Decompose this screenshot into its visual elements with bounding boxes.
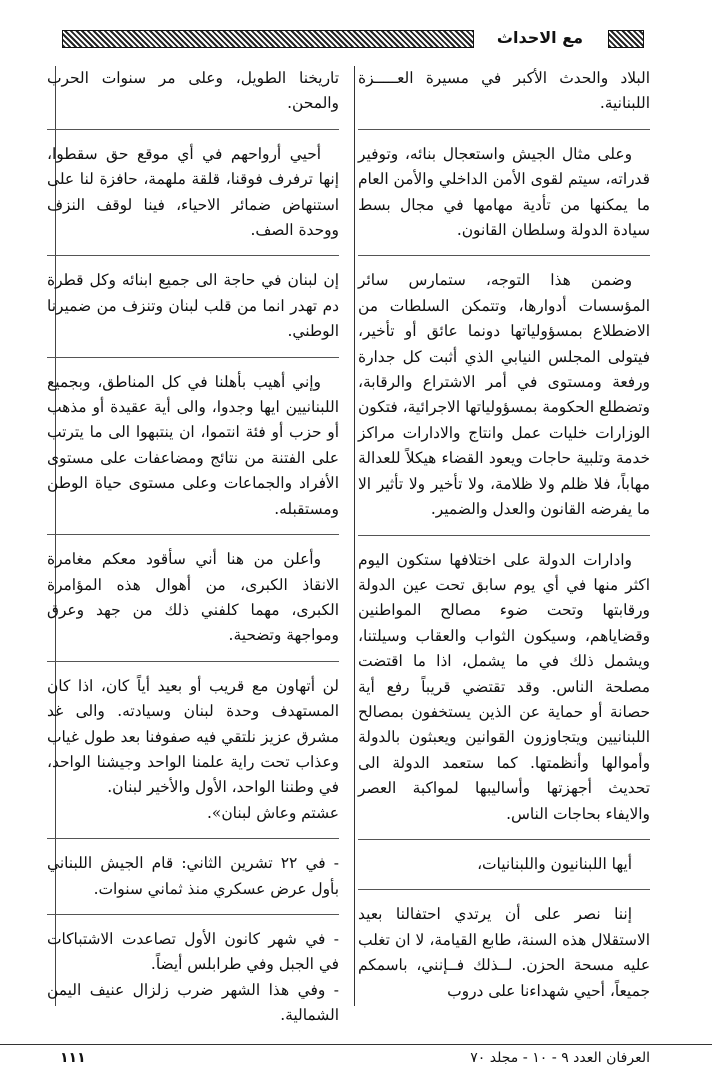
page-number: ١١١ [60,1050,86,1066]
news-item: - وفي هذا الشهر ضرب زلزال عنيف اليمن الشمالية. [47,980,339,1025]
header-pattern-right [608,30,644,48]
header-pattern-left [62,30,474,48]
paragraph: أيها اللبنانيون واللبنانيات، [477,854,632,873]
paragraph: إننا نصر على أن يرتدي احتفالنا بعيد الاستقلال هذه السنة، طابع القيامة، لا ان تغلب عليه مسحة الحزن. لــذلك فــإنني، باسمكم جميعاً، أحيي شهداءنا على دروب [358,905,650,1000]
paragraph-divider [47,661,339,662]
paragraph: تاريخنا الطويل، وعلى مر سنوات الحرب والمحن. [47,69,339,113]
paragraph: وعلى مثال الجيش واستعجال بنائه، وتوفير قدراته، سيتم لقوى الأمن الداخلي والأمن العام ما يمكنها من تأدية مهامها في مجال بسط سيادة الدولة وسلطان القانون. [358,144,650,240]
paragraph: البلاد والحدث الأكبر في مسيرة العـــــزة اللبنانية. [358,69,650,113]
paragraph-divider [47,914,339,915]
paragraph: وادارات الدولة على اختلافها ستكون اليوم اكثر منها في أي يوم سابق تحت عين الدولة ورقابتها وتحت ضوء مصالح المواطنين وقضاياهم، وسيكون الثواب والعقاب وسيلتنا، ويشمل ذلك في ما يشمل، اذا ما اقتضت مصلحة الناس. وقد تقتضي قريباً رفع أية حصانة أو حماية عن الذين يستخفون بمصالح اللبنانيين ويتجاوزون القوانين ويعبثون بالدولة وأموالها وأنظمتها. كما ستعمد الدولة الى تحديث أجهزتها وأساليبها لمواكبة العصر والايفاء بحاجات الناس. [358,550,650,823]
paragraph: وأعلن من هنا أني سأقود معكم مغامرة الانقاذ الكبرى، من أهوال هذه المؤامرة الكبرى، مهما كلفني ذلك من جهد وعرق ومواجهة وتضحية. [47,550,339,645]
paragraph-divider [47,838,339,839]
paragraph: وضمن هذا التوجه، ستمارس سائر المؤسسات أدوارها، وتتمكن السلطات من الاضطلاع بمسؤولياتها دونما عائق أو تأخير، فيتولى المجلس النيابي الذي أثبت كل جدارة ورفعة ومستوى في أمر الاشتراع والرقابة، وتضطلع الحكومة بمسؤولياتها الاجرائية، فتكون الوزارات خليات عمل وانتاج والادارات مراكز خدمة وتلبية حاجات ويعود القضاء هيكلاً للعدالة مهاباً، فلا ظلم ولا ظلامة، ولا تأخير ولا تأثير الا ما يفرضه القانون والعدل والضمير. [357,271,650,519]
column-divider [354,66,355,1006]
right-column [358,66,650,1004]
journal-citation: العرفان العدد ٩ - ١٠ - مجلد ٧٠ [470,1050,650,1066]
paragraph-divider [358,889,650,890]
paragraph-divider [47,534,339,535]
news-item: - في ٢٢ تشرين الثاني: قام الجيش اللبناني بأول عرض عسكري منذ ثماني سنوات. [47,854,340,898]
paragraph: لن أتهاون مع قريب أو بعيد أياً كان، اذا كان المستهدف وحدة لبنان وسيادته. والى غد مشرق عزيز نلتقي فيه صفوفنا بعد طول غياب وعذاب تحت راية علمنا الواحد وجيشنا الواحد، في وطننا الواحد، الأول والأخير لبنان. [47,676,339,797]
paragraph: إن لبنان في حاجة الى جميع ابنائه وكل قطرة دم تهدر انما من قلب لبنان وتنزف من ضميرنا الوطني. [47,271,339,341]
paragraph-divider [47,357,339,358]
footer-rule [0,1044,712,1045]
paragraph-divider [358,535,650,536]
paragraph: أحيي أرواحهم في أي موقع حق سقطوا، إنها ترفرف فوقنا، قلقة ملهمة، حافزة لنا على استنهاض ضمائر الاحياء، فينا لوقف النزف ووحدة الصف. [47,144,339,240]
paragraph-divider [358,255,650,256]
closing-line: عشتم وعاش لبنان». [207,803,339,822]
paragraph-divider [47,129,339,130]
paragraph-divider [358,129,650,130]
paragraph-divider [47,255,339,256]
section-title: مع الاحداث [480,27,600,49]
section-header [62,27,644,49]
paragraph: وإني أهيب بأهلنا في كل المناطق، وبجميع اللبنانيين ايها وجدوا، والى أية عقيدة أو مذهب أو حزب أو فئة انتموا، ان ينتبهوا الى ما يترتب على الفتنة من نتائج ومضاعفات على مستوى الأفراد والجماعات وعلى مستوى حياة الوطن ومستقبله. [47,372,339,518]
left-column [47,66,339,1029]
news-item: - في شهر كانون الأول تصاعدت الاشتباكات في الجبل وفي طرابلس أيضاً. [47,929,339,974]
paragraph-divider [358,839,650,840]
